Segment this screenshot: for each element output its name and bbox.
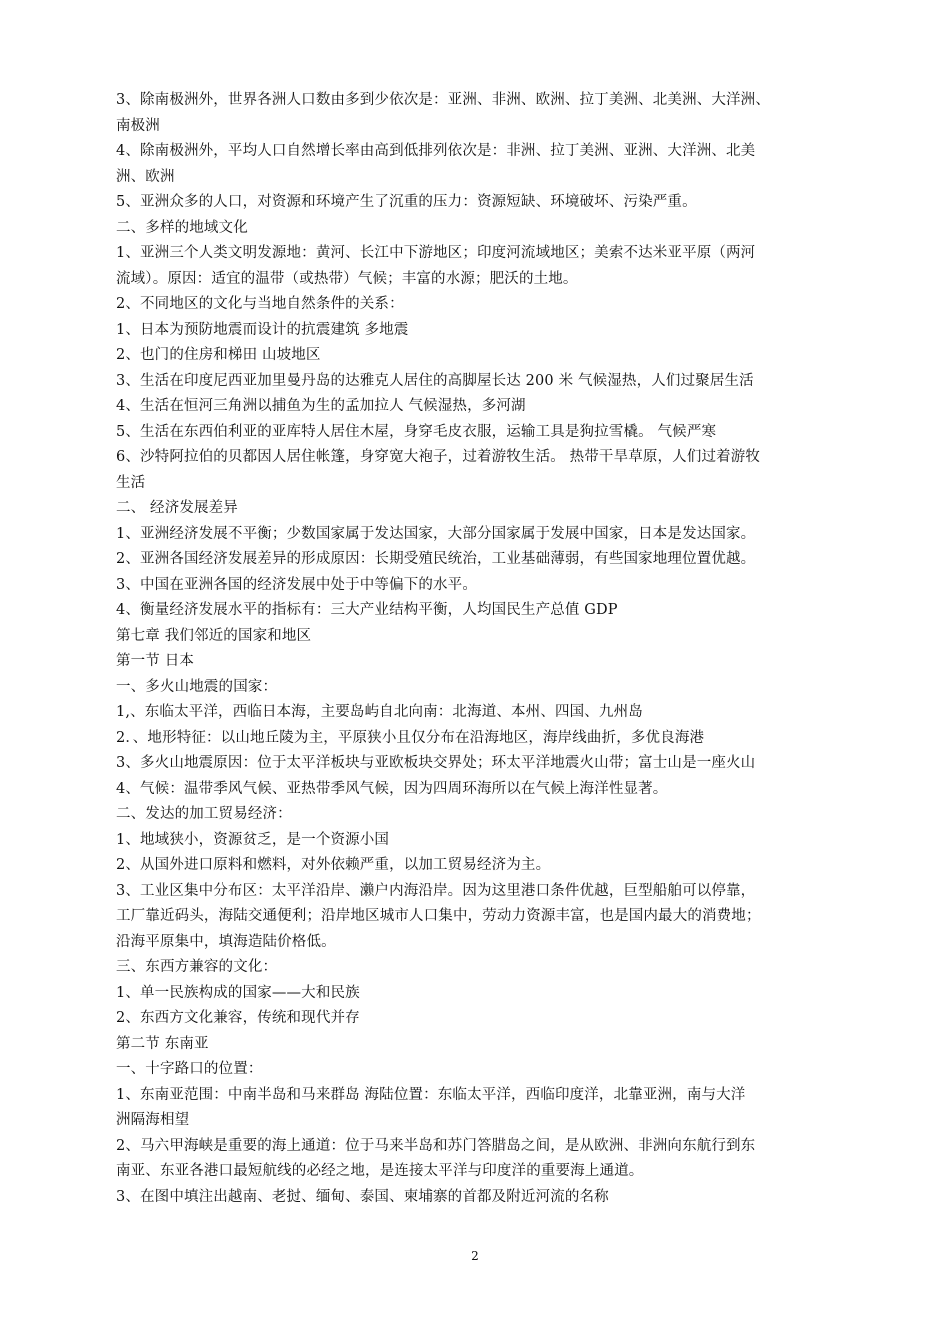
text-line: 3、在图中填注出越南、老挝、缅甸、泰国、柬埔寨的首都及附近河流的名称 — [116, 1188, 609, 1205]
page-number: 2 — [471, 1249, 479, 1263]
subsection-heading: 三、东西方兼容的文化： — [116, 959, 278, 975]
text-line: 4、气候：温带季风气候、亚热带季风气候，因为四周环海所以在气候上海洋性显著。 — [116, 780, 668, 797]
text-line: 3、除南极洲外，世界各洲人口数由多到少依次是：亚洲、非洲、欧洲、拉丁美洲、北美洲、大洋洲、 — [116, 92, 770, 108]
text-line: 3、工业区集中分布区：太平洋沿岸、濑户内海沿岸。因为这里港口条件优越，巨型船舶可以停靠， — [116, 882, 756, 899]
text-line: 南亚、东亚各港口最短航线的必经之地，是连接太平洋与印度洋的重要海上通道。 — [116, 1163, 644, 1179]
text-line: 3、生活在印度尼西亚加里曼丹岛的达雅克人居住的高脚屋长达 200 米 气候湿热，人们过聚居生活 — [116, 372, 754, 389]
text-line: 1,、东临太平洋，西临日本海，主要岛屿自北向南：北海道、本州、四国、九州岛 — [116, 704, 643, 720]
subsection-heading: 一、十字路口的位置： — [116, 1061, 263, 1077]
text-line: 1、日本为预防地震而设计的抗震建筑 多地震 — [116, 321, 409, 338]
text-line: 3、中国在亚洲各国的经济发展中处于中等偏下的水平。 — [116, 576, 477, 593]
text-line: 2．、地形特征：以山地丘陵为主，平原狭小且仅分布在沿海地区，海岸线曲折，多优良海港 — [116, 729, 705, 746]
text-line: 4、除南极洲外，平均人口自然增长率由高到低排列依次是：非洲、拉丁美洲、亚洲、大洋洲、北美 — [116, 143, 756, 159]
text-line: 1、地域狭小，资源贫乏，是一个资源小国 — [116, 831, 390, 848]
text-line: 6、沙特阿拉伯的贝都因人居住帐篷，身穿宽大袍子，过着游牧生活。 热带干旱草原，人们过着游牧 — [116, 449, 761, 465]
text-line: 2、马六甲海峡是重要的海上通道：位于马来半岛和苏门答腊岛之间，是从欧洲、非洲向东航行到东 — [116, 1137, 756, 1154]
text-line: 2、从国外进口原料和燃料，对外依赖严重，以加工贸易经济为主。 — [116, 857, 551, 873]
text-line: 洲隔海相望 — [116, 1112, 190, 1128]
text-line: 2、不同地区的文化与当地自然条件的关系： — [116, 296, 404, 312]
text-line: 1、亚洲三个人类文明发源地：黄河、长江中下游地区；印度河流域地区；美索不达米亚平原（两河 — [116, 245, 756, 261]
text-line: 生活 — [116, 474, 146, 491]
text-line: 2、也门的住房和梯田 山坡地区 — [116, 347, 321, 363]
chapter-heading: 第七章 我们邻近的国家和地区 — [116, 627, 312, 644]
text-line: 1、单一民族构成的国家——大和民族 — [116, 984, 360, 1001]
section-heading: 二、 经济发展差异 — [116, 500, 238, 516]
text-line: 工厂靠近码头，海陆交通便利；沿岸地区城市人口集中，劳动力资源丰富，也是国内最大的消费地； — [116, 908, 761, 924]
section-heading: 二、多样的地域文化 — [116, 219, 248, 236]
text-line: 洲、欧洲 — [116, 168, 175, 185]
text-line: 4、衡量经济发展水平的指标有：三大产业结构平衡，人均国民生产总值 GDP — [116, 602, 618, 618]
text-line: 1、东南亚范围：中南半岛和马来群岛 海陆位置：东临太平洋，西临印度洋，北靠亚洲，南与大洋 — [116, 1086, 746, 1103]
text-line: 5、生活在东西伯利亚的亚库特人居住木屋，身穿毛皮衣服，运输工具是狗拉雪橇。 气候严寒 — [116, 423, 717, 440]
section-heading: 第一节 日本 — [116, 653, 195, 669]
section-heading: 第二节 东南亚 — [116, 1035, 209, 1052]
document-body — [116, 88, 856, 1210]
subsection-heading: 二、发达的加工贸易经济： — [116, 806, 292, 822]
text-line: 4、生活在恒河三角洲以捕鱼为生的孟加拉人 气候湿热，多河湖 — [116, 398, 526, 414]
text-line: 南极洲 — [116, 117, 160, 134]
text-line: 流域）。原因：适宜的温带（或热带）气候；丰富的水源；肥沃的土地。 — [116, 270, 578, 287]
text-line: 沿海平原集中，填海造陆价格低。 — [116, 933, 336, 950]
subsection-heading: 一、多火山地震的国家： — [116, 678, 278, 695]
text-line: 3、多火山地震原因：位于太平洋板块与亚欧板块交界处；环太平洋地震火山带；富士山是一座火山 — [116, 755, 756, 771]
text-line: 1、亚洲经济发展不平衡；少数国家属于发达国家，大部分国家属于发展中国家，日本是发达国家。 — [116, 525, 756, 542]
text-line: 2、亚洲各国经济发展差异的形成原因：长期受殖民统治，工业基础薄弱，有些国家地理位置优越。 — [116, 551, 756, 567]
text-line: 5、亚洲众多的人口，对资源和环境产生了沉重的压力：资源短缺、环境破坏、污染严重。 — [116, 194, 697, 210]
text-line: 2、东西方文化兼容，传统和现代并存 — [116, 1010, 360, 1026]
